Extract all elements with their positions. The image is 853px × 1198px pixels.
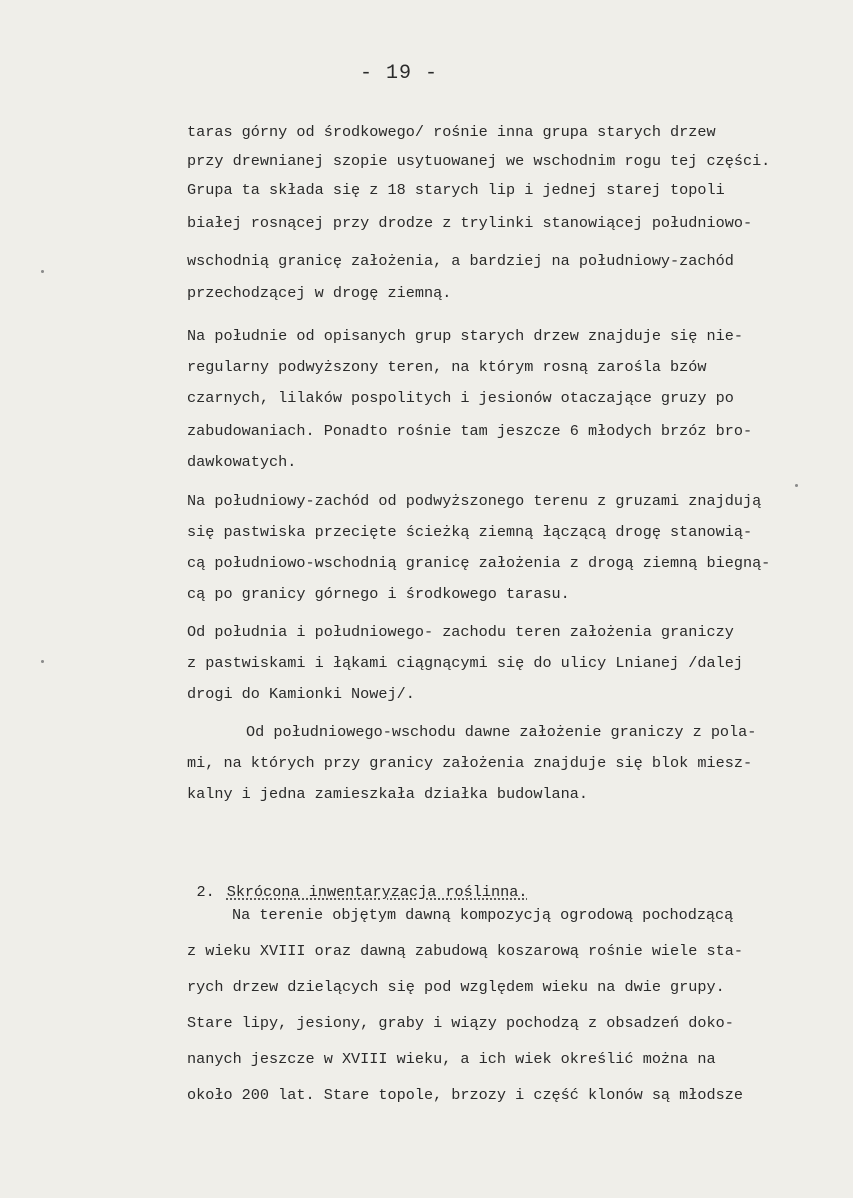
text-line: wschodnią granicę założenia, a bardziej na południowy-zachód [187, 252, 734, 270]
section-number: 2. [196, 883, 215, 901]
scan-speck [41, 270, 44, 273]
text-line: dawkowatych. [187, 453, 297, 471]
text-line: mi, na których przy granicy założenia znajduje się blok miesz- [187, 754, 753, 772]
scan-speck [795, 484, 798, 487]
text-line: Na południowy-zachód od podwyższonego terenu z gruzami znajdują [187, 492, 762, 510]
text-line: z pastwiskami i łąkami ciągnącymi się do ulicy Lnianej /dalej [187, 654, 743, 672]
text-line: regularny podwyższony teren, na którym rosną zarośla bzów [187, 358, 707, 376]
page-number: - 19 - [360, 62, 439, 85]
text-line: drogi do Kamionki Nowej/. [187, 685, 415, 703]
text-line: Od południa i południowego- zachodu teren założenia graniczy [187, 623, 734, 641]
text-line: Stare lipy, jesiony, graby i wiązy pochodzą z obsadzeń doko- [187, 1014, 734, 1032]
text-line: Grupa ta składa się z 18 starych lip i jednej starej topoli [187, 181, 725, 199]
text-line: białej rosnącej przy drodze z trylinki stanowiącej południowo- [187, 214, 753, 232]
text-line: przechodzącej w drogę ziemną. [187, 284, 452, 302]
text-line: nanych jeszcze w XVIII wieku, a ich wiek określić można na [187, 1050, 716, 1068]
text-line: rych drzew dzielących się pod względem wieku na dwie grupy. [187, 978, 725, 996]
text-line: około 200 lat. Stare topole, brzozy i część klonów są młodsze [187, 1086, 743, 1104]
text-line: się pastwiska przecięte ścieżką ziemną łączącą drogę stanowią- [187, 523, 753, 541]
text-line: czarnych, lilaków pospolitych i jesionów otaczające gruzy po [187, 389, 734, 407]
text-line: taras górny od środkowego/ rośnie inna grupa starych drzew [187, 123, 716, 141]
text-line: kalny i jedna zamieszkała działka budowlana. [187, 785, 589, 803]
text-line: cą po granicy górnego i środkowego tarasu. [187, 585, 570, 603]
text-line: przy drewnianej szopie usytuowanej we wschodnim rogu tej części. [187, 152, 771, 170]
scan-speck [41, 660, 44, 663]
section-title: Skrócona inwentaryzacja roślinna. [226, 883, 528, 901]
text-line: z wieku XVIII oraz dawną zabudową koszarową rośnie wiele sta- [187, 942, 743, 960]
text-line: Od południowego-wschodu dawne założenie graniczy z pola- [246, 723, 757, 741]
text-line: Na południe od opisanych grup starych drzew znajduje się nie- [187, 327, 743, 345]
text-line: Na terenie objętym dawną kompozycją ogrodową pochodzącą [232, 906, 734, 924]
text-line: cą południowo-wschodnią granicę założenia z drogą ziemną biegną- [187, 554, 771, 572]
text-line: zabudowaniach. Ponadto rośnie tam jeszcze 6 młodych brzóz bro- [187, 422, 753, 440]
